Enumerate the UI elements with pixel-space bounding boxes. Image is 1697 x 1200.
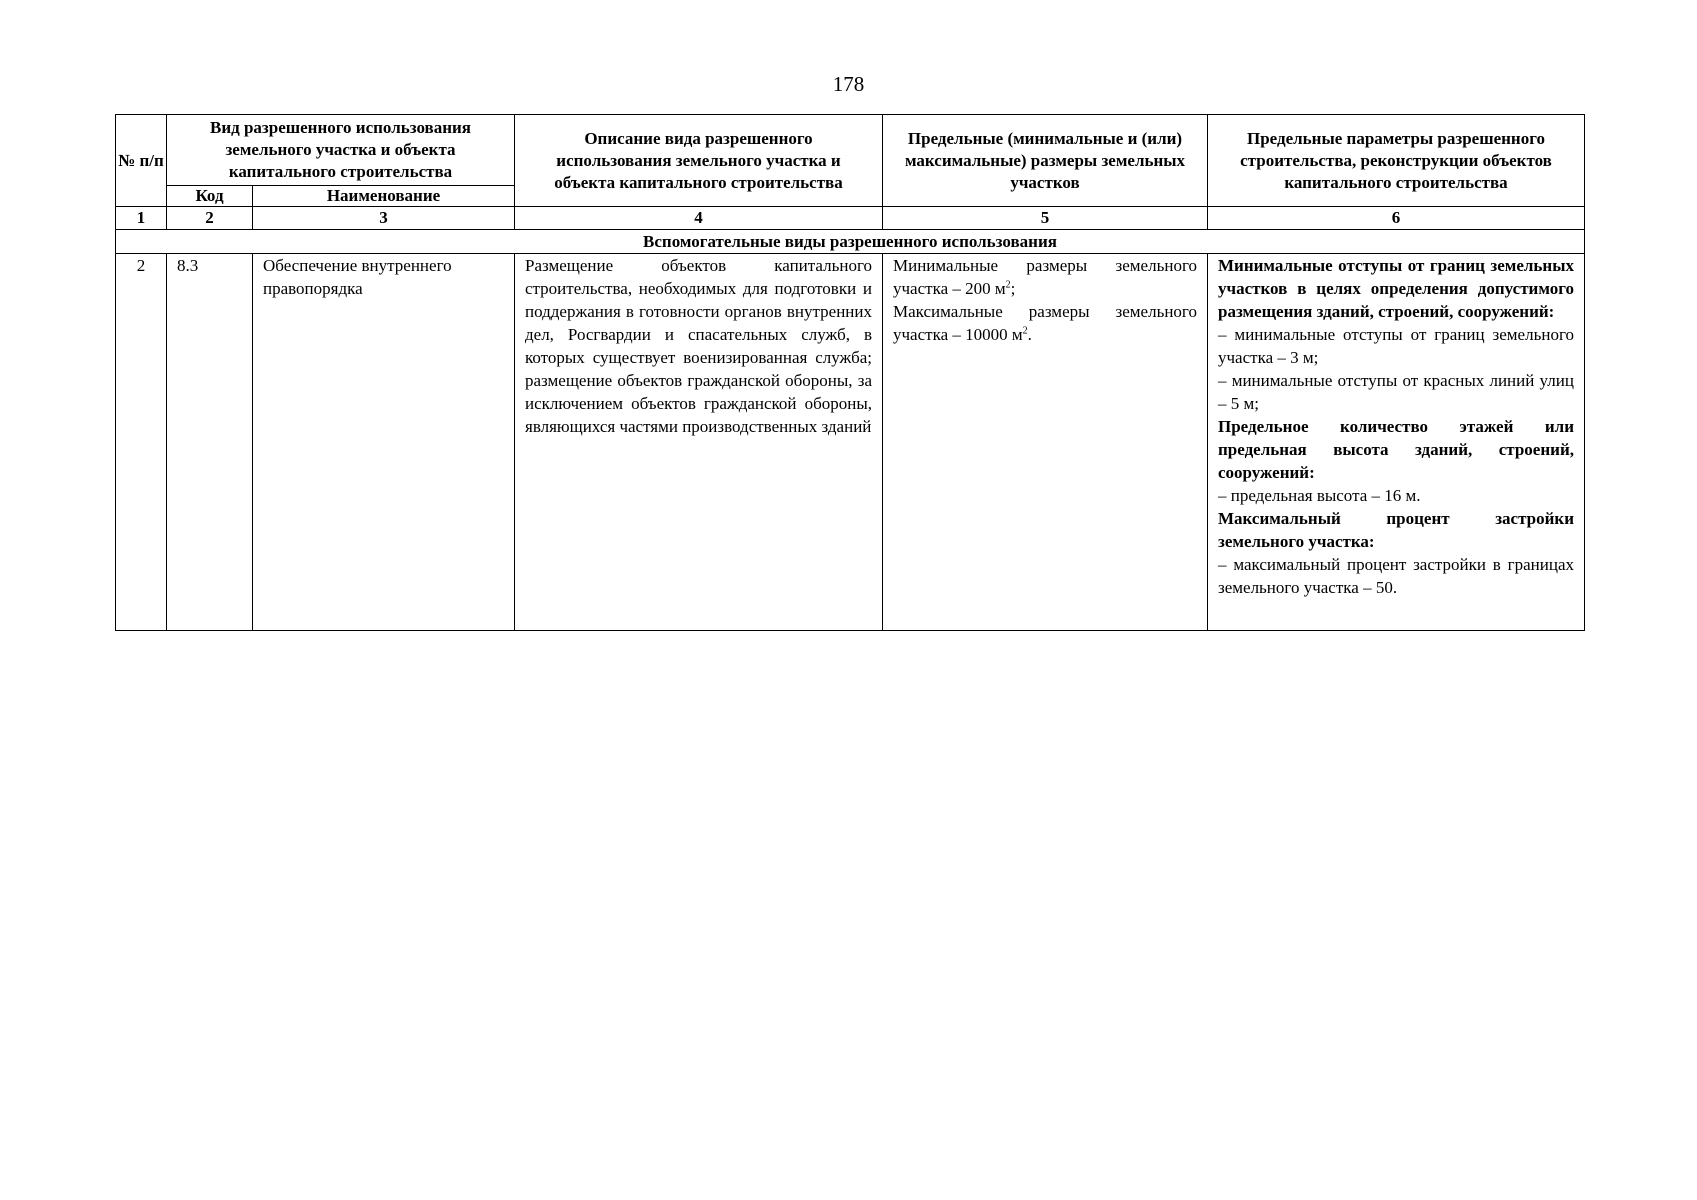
min-size-end: ; [1010, 279, 1016, 298]
section-row [116, 230, 1585, 254]
header-description: Описание вида разрешенного использования земельного участка и объекта капитального строительства [515, 115, 883, 207]
setback-item: – минимальные отступы от красных линий улиц – 5 м; [1218, 371, 1574, 413]
table-row [116, 254, 1585, 631]
header-sizes: Предельные (минимальные и (или) максимальные) размеры земельных участков [883, 115, 1208, 207]
height-item: – предельная высота – 16 м. [1218, 486, 1421, 505]
row-params [1208, 254, 1585, 631]
row-sizes [883, 254, 1208, 631]
header-num: № п/п [116, 115, 167, 207]
setback-item: – минимальные отступы от границ земельного участка – 3 м; [1218, 325, 1574, 367]
coverage-item: – максимальный процент застройки в границах земельного участка – 50. [1218, 555, 1574, 597]
column-numbers-row [116, 207, 1585, 230]
max-size-sup: 2 [1022, 325, 1028, 337]
header-code: Код [167, 186, 253, 207]
coverage-title: Максимальный процент застройки земельного участка: [1218, 509, 1574, 551]
row-code: 8.3 [167, 254, 253, 631]
row-num: 2 [116, 254, 167, 631]
land-use-table [115, 114, 1585, 631]
max-size-text: Максимальные размеры земельного участка – 10000 м [893, 302, 1197, 344]
header-name: Наименование [253, 186, 515, 207]
section-title: Вспомогательные виды разрешенного использования [116, 230, 1585, 254]
column-number: 3 [253, 207, 515, 230]
column-number: 2 [167, 207, 253, 230]
header-row-1 [116, 115, 1585, 186]
min-size-sup: 2 [1005, 279, 1011, 291]
column-number: 6 [1208, 207, 1585, 230]
row-description: Размещение объектов капитального строительства, необходимых для подготовки и поддержания в готовности органов внутренних дел, Росгвардии и спасательных служб, в которых существует военизированная служба; размещение объектов гражданской обороны, за исключением объектов гражданской обороны, являющихся частями производственных зданий [515, 254, 883, 631]
column-number: 5 [883, 207, 1208, 230]
column-number: 1 [116, 207, 167, 230]
min-size-line [893, 254, 1197, 300]
setbacks-title: Минимальные отступы от границ земельных участков в целях определения допустимого размещения зданий, строений, сооружений: [1218, 256, 1574, 321]
column-number: 4 [515, 207, 883, 230]
max-size-end: . [1027, 325, 1032, 344]
max-size-line [893, 300, 1197, 346]
row-name: Обеспечение внутреннего правопорядка [253, 254, 515, 631]
header-params: Предельные параметры разрешенного строительства, реконструкции объектов капитального строительства [1208, 115, 1585, 207]
min-size-text: Минимальные размеры земельного участка – 200 м [893, 256, 1197, 298]
page-number: 178 [832, 72, 865, 96]
height-title: Предельное количество этажей или предельная высота зданий, строений, сооружений: [1218, 417, 1574, 482]
header-group-title: Вид разрешенного использования земельного участка и объекта капитального строительства [167, 115, 515, 186]
